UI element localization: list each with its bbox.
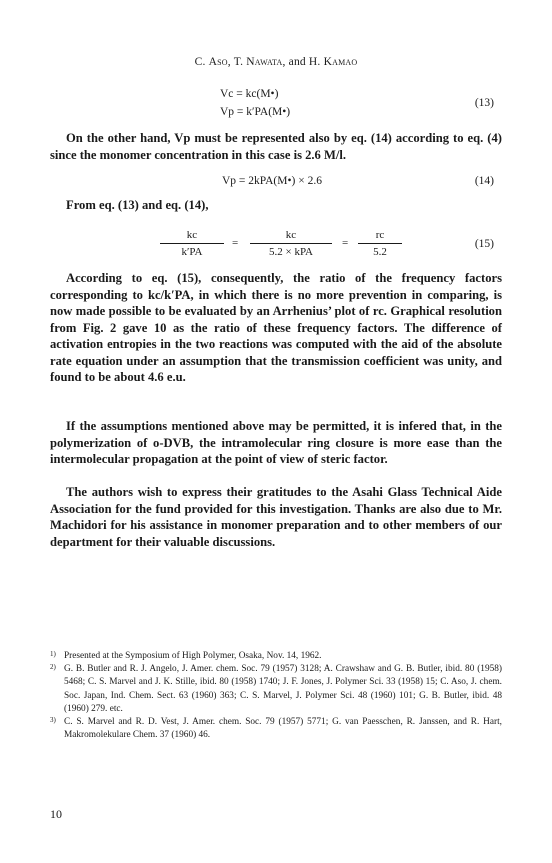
footnote-2: 2) G. B. Butler and R. J. Angelo, J. Amer. chem. Soc. 79 (1957) 3128; A. Crawshaw and G. B. Butler, ibid. 80 (1958) 5468; C. S. Marvel and J. K. Stille, ibid. 80 (1958) 1740; J. F. Jones, J. Polymer Sci. 33 (1958) 15; C. Aso, J. chem. Soc. Japan, Ind. Chem. Sect. 63 (1960) 363; C. S. Marvel, J. Polymer Sci. 48 (1960) 101; G. B. Butler, ibid. 48 (1960) 279. etc.	[50, 663, 502, 714]
fraction-3: $\frac{rc}{5.2}$	[358, 229, 402, 258]
paragraph-1: On the other hand, Vp must be represented also by eq. (14) according to eq. (4) since the monomer concentration in this case is 2.6 M/l.	[50, 131, 502, 162]
footnote-3: 3) C. S. Marvel and R. D. Vest, J. Amer. chem. Soc. 79 (1957) 5771; G. van Paesschen, R. Janssen, and R. Hart, Makromolekulare Chem. 37 (1960) 46.	[50, 716, 502, 741]
paragraph-5: The authors wish to express their gratitudes to the Asahi Glass Technical Aide Association for the fund provided for this investigation. Thanks are also due to Mr. Machidori for his assistance in monomer preparation and to other members of our department for their valuable discussions.	[50, 485, 502, 549]
footnotes	[50, 650, 502, 742]
footnote-1: 1) Presented at the Symposium of High Polymer, Osaka, Nov. 14, 1962.	[50, 650, 322, 661]
equals-sign: =	[342, 237, 349, 249]
paragraph-4: If the assumptions mentioned above may be permitted, it is infered that, in the polymerization of o-DVB, the intramolecular ring closure is more ease than the intermolecular propagation at the point of view of steric factor.	[50, 419, 502, 466]
fraction-2: kc 5.2 × kPA	[250, 229, 332, 258]
equation-13-number: (13)	[474, 97, 494, 109]
page-number: 10	[50, 807, 62, 821]
equation-14-number: (14)	[474, 175, 494, 187]
paragraph-3: According to eq. (15), consequently, the ratio of the frequency factors corresponding to kc/k′PA, in which there is no more prevention in comparing, is now made possible to be evaluated by an Arrhenius’ plot of rc. Graphical resolution from Fig. 2 gave 10 as the ratio of these frequency factors. The difference of activation entropies in the two reactions was computed with the aid of the absolute rate equation under an assumption that the transmission coefficient was unity, and found to be about 4.6 e.u.	[50, 271, 502, 384]
fraction-1: $\frac{kc}{k'PA}$	[160, 229, 224, 258]
equation-14: Vp = 2kPA(M•) × 2.6	[222, 175, 322, 187]
equation-13-line-1: Vc = kc(M•)	[220, 88, 279, 100]
running-header: C. Aso, T. Nawata, and H. Kamao	[194, 56, 358, 68]
paragraph-2: From eq. (13) and eq. (14),	[66, 198, 209, 212]
equation-15-number: (15)	[474, 238, 494, 250]
equals-sign: =	[232, 237, 239, 249]
equation-13-line-2: Vp = k′PA(M•)	[220, 106, 291, 118]
